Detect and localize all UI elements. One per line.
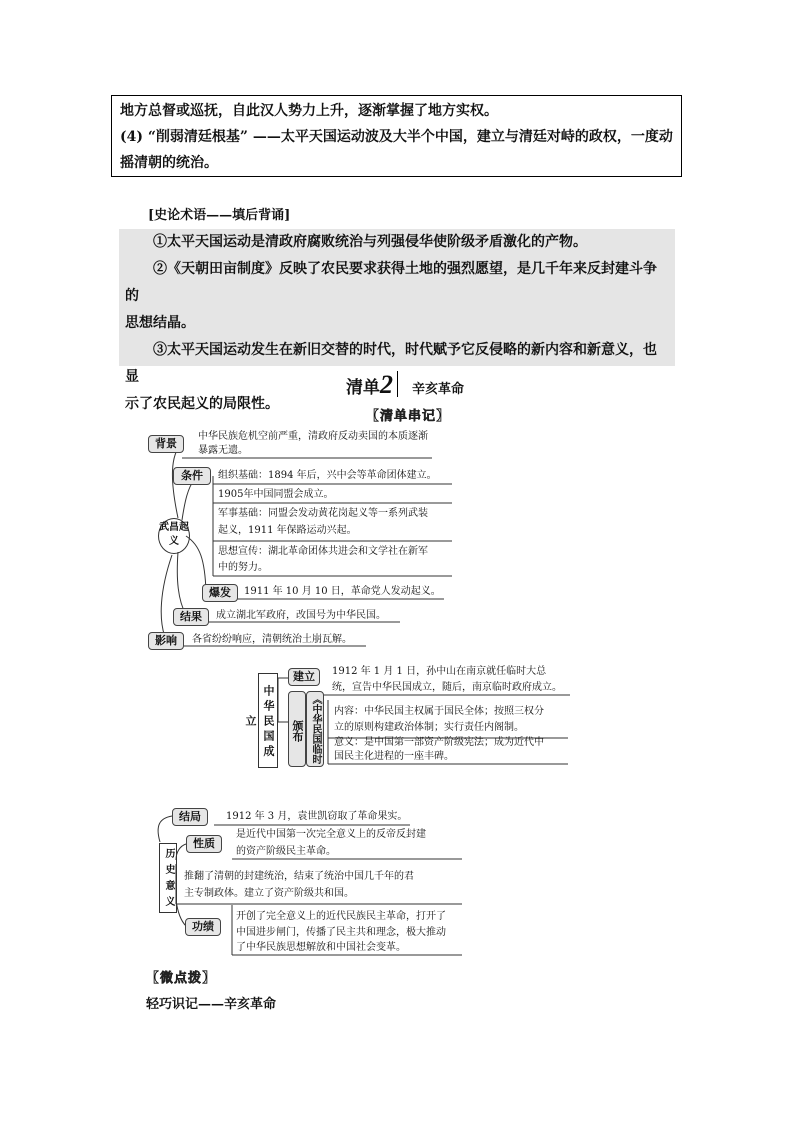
establish-text-1: 1912 年 1 月 1 日，孙中山在南京就任临时大总 — [332, 666, 547, 677]
node-provisional-constitution: 《中华民国临时 — [306, 691, 324, 767]
node-ending: 结局 — [172, 808, 208, 826]
section-number: 2 — [380, 370, 393, 399]
memory-heading: 轻巧识记——辛亥革命 — [146, 997, 277, 1012]
micro-bracket-left: 〖 — [146, 971, 161, 986]
term-3b: 示了农民起义的局限性。 — [125, 396, 279, 412]
node-impact: 影响 — [148, 632, 184, 650]
list-heading-text: 清单串记 — [380, 409, 437, 424]
term-3a: ③太平天国运动发生在新旧交替的时代，时代赋予它反侵略的新内容和新意义，也显 — [125, 342, 657, 385]
mil-text-1: 军事基础：同盟会发动黄花岗起义等一系列武装 — [218, 508, 428, 519]
center-label: 武昌起义 — [159, 522, 189, 547]
content-text-2: 立的原则构建政治体制；实行责任内阁制。 — [334, 722, 524, 733]
center-node-roc: 中华民国成立 — [258, 673, 278, 768]
content-text-1: 内容：中华民国主权属于国民全体；按照三权分 — [334, 706, 544, 717]
node-background: 背景 — [148, 435, 184, 453]
micro-heading-text: 微点拨 — [160, 971, 203, 986]
merit-text-1: 开创了完全意义上的近代民族民主革命，打开了 — [236, 911, 446, 922]
background-text-1: 中华民族危机空前严重，清政府反动卖国的本质逐渐 — [198, 431, 428, 442]
node-conditions: 条件 — [173, 467, 211, 485]
nature-text-2: 的资产阶级民主革命。 — [236, 846, 336, 857]
node-publish: 颁布 — [288, 691, 306, 767]
feat-text-1: 推翻了清朝的封建统治，结束了统治中国几千年的君 — [184, 871, 414, 882]
establish-text-2: 统，宣告中华民国成立，随后，南京临时政府成立。 — [332, 682, 562, 693]
merit-text-3: 了中华民族思想解放和中国社会变革。 — [236, 942, 406, 953]
org-text-2: 1905年中国同盟会成立。 — [218, 489, 334, 500]
bracket-right: 〗 — [436, 409, 451, 424]
section-subtitle: 辛亥革命 — [412, 382, 465, 397]
thought-text-1: 思想宣传：湖北革命团体共进会和文学社在新军 — [218, 546, 428, 557]
ending-text: 1912 年 3 月，袁世凯窃取了革命果实。 — [226, 811, 408, 822]
term-2b: 思想结晶。 — [125, 315, 195, 331]
meaning-text-2: 国民主化进程的一座丰碑。 — [334, 751, 454, 762]
bracket-left: 〖 — [366, 409, 381, 424]
node-establish: 建立 — [288, 668, 320, 686]
org-text-1: 组织基础：1894 年后，兴中会等革命团体建立。 — [218, 470, 437, 481]
center-node-significance: 历史意义 — [159, 843, 177, 913]
node-merit: 功绩 — [185, 918, 221, 936]
node-result: 结果 — [173, 608, 209, 626]
mil-text-2: 起义，1911 年保路运动兴起。 — [218, 525, 357, 536]
merit-text-2: 中国进步闸门，传播了民主共和理念，极大推动 — [236, 927, 446, 938]
term-2a: ②《天朝田亩制度》反映了农民要求获得土地的强烈愿望，是几千年来反封建斗争的 — [125, 261, 657, 304]
box-line-1: 地方总督或巡抚，自此汉人势力上升，逐渐掌握了地方实权。 — [120, 103, 498, 119]
outbreak-text: 1911 年 10 月 10 日，革命党人发动起义。 — [244, 586, 441, 597]
feat-text-2: 主专制政体。建立了资产阶级共和国。 — [184, 888, 354, 899]
node-outbreak: 爆发 — [202, 584, 238, 602]
micro-heading — [146, 967, 216, 986]
thought-text-2: 中的努力。 — [218, 562, 268, 573]
background-text-2: 暴露无遗。 — [198, 445, 248, 456]
terms-heading: [史论术语——填后背诵] — [148, 208, 291, 223]
result-text: 成立湖北军政府，改国号为中华民国。 — [216, 610, 386, 621]
box-line-3: 摇清朝的统治。 — [120, 155, 218, 171]
impact-text: 各省纷纷响应，清朝统治土崩瓦解。 — [192, 634, 352, 645]
center-node-wuchang — [158, 518, 190, 554]
term-1: ①太平天国运动是清政府腐败统治与列强侵华使阶级矛盾激化的产物。 — [153, 234, 587, 250]
nature-text-1: 是近代中国第一次完全意义上的反帝反封建 — [236, 829, 426, 840]
node-nature: 性质 — [186, 835, 222, 853]
section-prefix: 清单 — [346, 378, 380, 398]
meaning-text-1: 意义：是中国第一部资产阶级宪法；成为近代中 — [334, 737, 544, 748]
micro-bracket-right: 〗 — [202, 971, 217, 986]
box-line-2: (4) “削弱清廷根基” ——太平天国运动波及大半个中国，建立与清廷对峙的政权，一度动 — [120, 129, 673, 145]
